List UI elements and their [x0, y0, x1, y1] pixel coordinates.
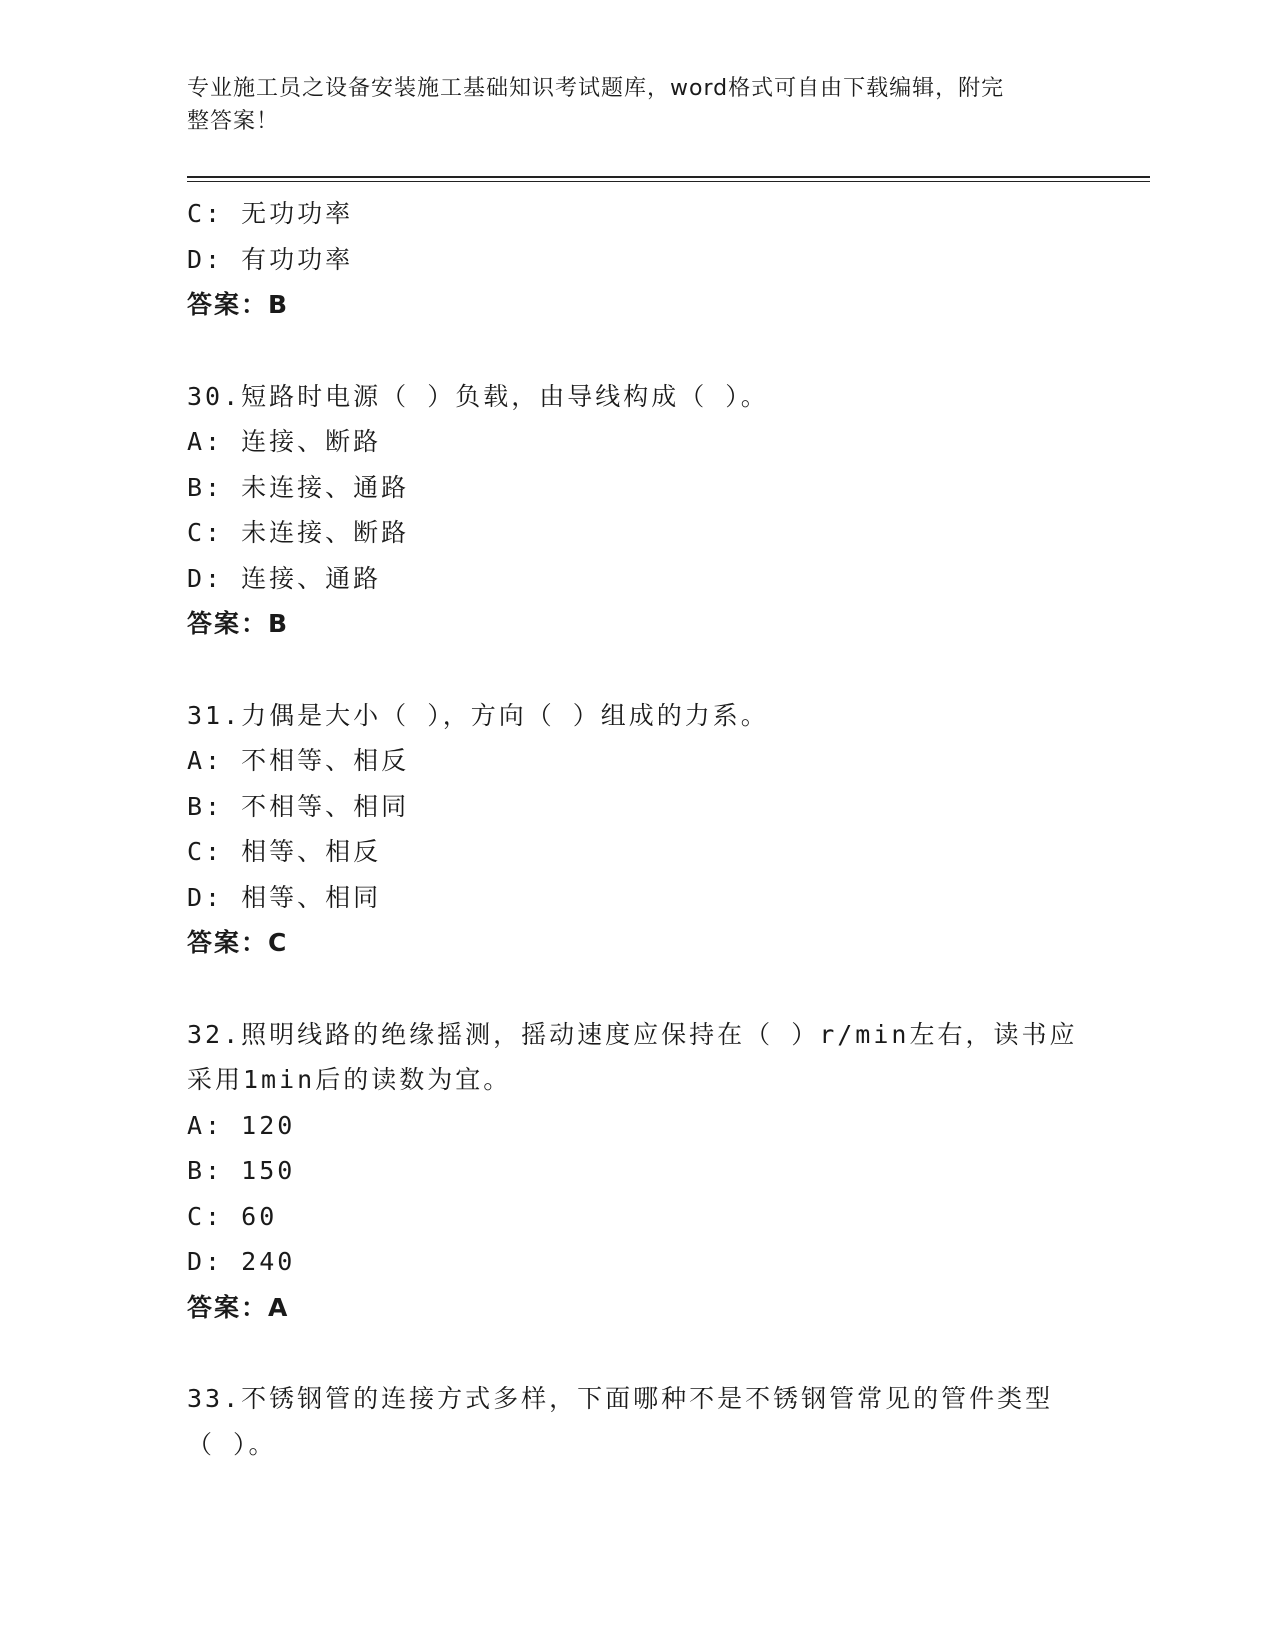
question-32: [187, 1012, 1087, 1331]
answer: 答案：C: [187, 928, 289, 957]
header-divider-thick: [187, 176, 1150, 178]
answer: 答案：B: [187, 290, 290, 319]
option-d: D: 相等、相同: [187, 882, 382, 912]
question-33: [187, 1376, 1087, 1467]
answer: 答案：A: [187, 1292, 290, 1322]
question-stem-line-2: （ ）。: [187, 1429, 277, 1459]
question-list: [187, 191, 1087, 1467]
question-stem-line-1: 33.不锈钢管的连接方式多样，下面哪种不是不锈钢管常见的管件类型: [187, 1384, 1054, 1413]
option-d: D: 有功功率: [187, 244, 354, 274]
option-a: A: 连接、断路: [187, 427, 382, 456]
option-c: C: 未连接、断路: [187, 518, 410, 547]
question-29-tail: [187, 191, 1087, 328]
question-30: [187, 374, 1087, 647]
option-d: D: 240: [187, 1247, 296, 1276]
option-c: C: 相等、相反: [187, 837, 382, 866]
option-c: C: 无功功率: [187, 199, 354, 228]
option-b: B: 未连接、通路: [187, 472, 410, 502]
question-stem: 30.短路时电源（ ）负载，由导线构成（ ）。: [187, 381, 769, 411]
question-stem-line-2: 采用1min后的读数为宜。: [187, 1065, 512, 1094]
question-stem: 31.力偶是大小（ ），方向（ ）组成的力系。: [187, 700, 769, 730]
option-b: B: 150: [187, 1156, 296, 1185]
document-header: [187, 72, 1067, 138]
option-d: D: 连接、通路: [187, 563, 382, 593]
option-c: C: 60: [187, 1201, 278, 1231]
answer: 答案：B: [187, 609, 290, 638]
question-stem-line-1: 32.照明线路的绝缘摇测，摇动速度应保持在（ ）r/min左右，读书应: [187, 1019, 1078, 1049]
header-divider-thin: [187, 181, 1150, 182]
header-line-1: 专业施工员之设备安装施工基础知识考试题库，word格式可自由下载编辑，附完: [187, 76, 1005, 101]
option-a: A: 不相等、相反: [187, 746, 410, 775]
option-b: B: 不相等、相同: [187, 791, 410, 821]
header-line-2: 整答案！: [187, 109, 280, 134]
option-a: A: 120: [187, 1110, 296, 1140]
question-31: [187, 693, 1087, 966]
